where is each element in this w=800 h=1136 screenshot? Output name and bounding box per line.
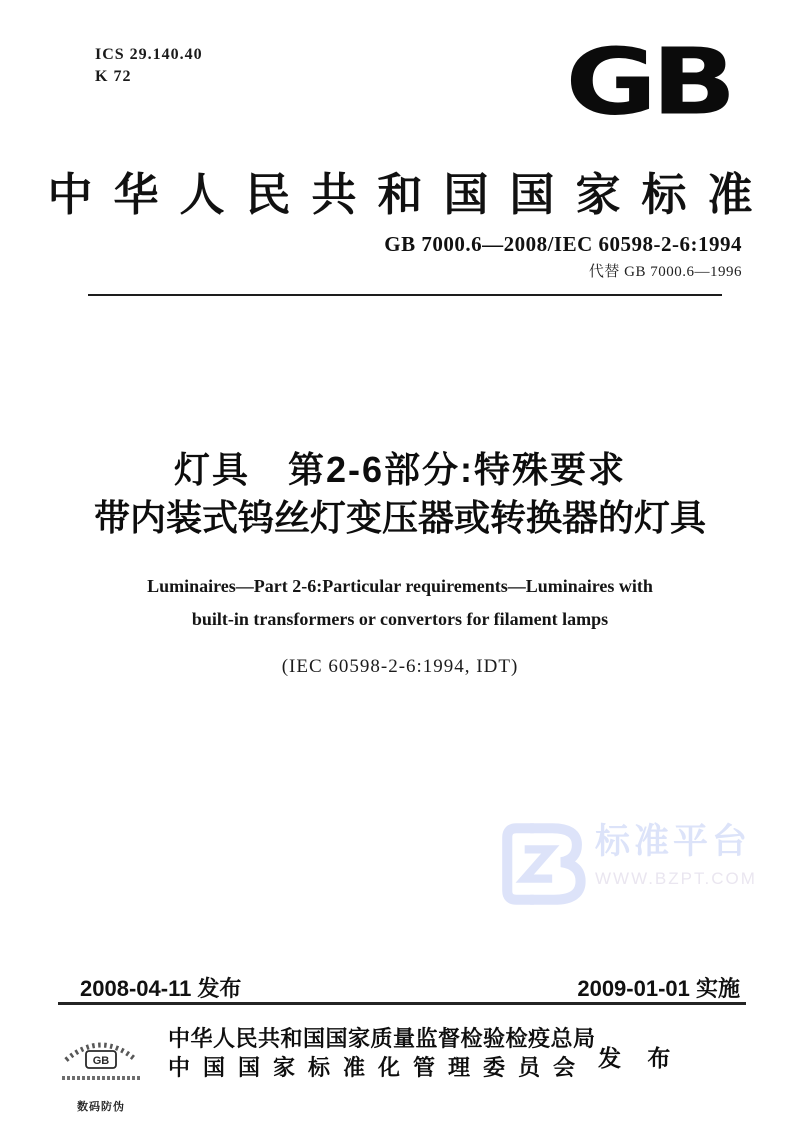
bzpt-logo-icon: [497, 820, 589, 908]
gb-logo: GB: [565, 29, 731, 136]
watermark-brand: 标准平台: [595, 822, 752, 861]
document-title-english: [0, 570, 800, 636]
standard-number-block: [384, 232, 742, 281]
footer-divider-line: [58, 1002, 746, 1005]
title-en-line2: built-in transformers or convertors for filament lamps: [191, 609, 609, 629]
watermark-texts: [595, 820, 757, 890]
document-title-chinese: [0, 446, 800, 542]
implementation-date: 2009-01-01 实施: [577, 976, 740, 1001]
stamp-caption: 数码防伪: [77, 1101, 125, 1113]
issue-date: 2008-04-11 发布: [80, 976, 242, 1001]
header-divider-line: [88, 294, 722, 296]
national-standard-banner: 中华人民共和国国家标准: [47, 170, 774, 220]
issuing-bodies: [168, 1024, 596, 1082]
issuer-line1: 中华人民共和国国家质量监督检验检疫总局: [168, 1026, 596, 1051]
standard-number: GB 7000.6—2008/IEC 60598-2-6:1994: [384, 232, 742, 256]
ics-number: ICS 29.140.40: [95, 46, 203, 63]
anti-counterfeit-stamp: [56, 1028, 146, 1114]
title-cn-line2: 带内装式钨丝灯变压器或转换器的灯具: [93, 497, 706, 538]
watermark-url: WWW.BZPT.COM: [595, 869, 757, 888]
watermark: [497, 820, 757, 908]
stamp-gb-mark: GB: [92, 1055, 110, 1067]
issuer-line2: 中国国家标准化管理委员会: [168, 1055, 589, 1080]
replaces-note: 代替 GB 7000.6—1996: [588, 264, 742, 280]
publish-label: 发 布: [598, 1045, 681, 1071]
title-en-line1: Luminaires—Part 2-6:Particular requirements—Luminaires with: [147, 576, 653, 596]
title-cn-line1: 灯具 第2-6部分:特殊要求: [173, 449, 627, 490]
ics-codes: [95, 44, 203, 88]
iec-equivalence-note: (IEC 60598-2-6:1994, IDT): [281, 656, 519, 677]
ics-class-code: K 72: [95, 68, 132, 85]
stamp-graphic: [56, 1028, 146, 1092]
